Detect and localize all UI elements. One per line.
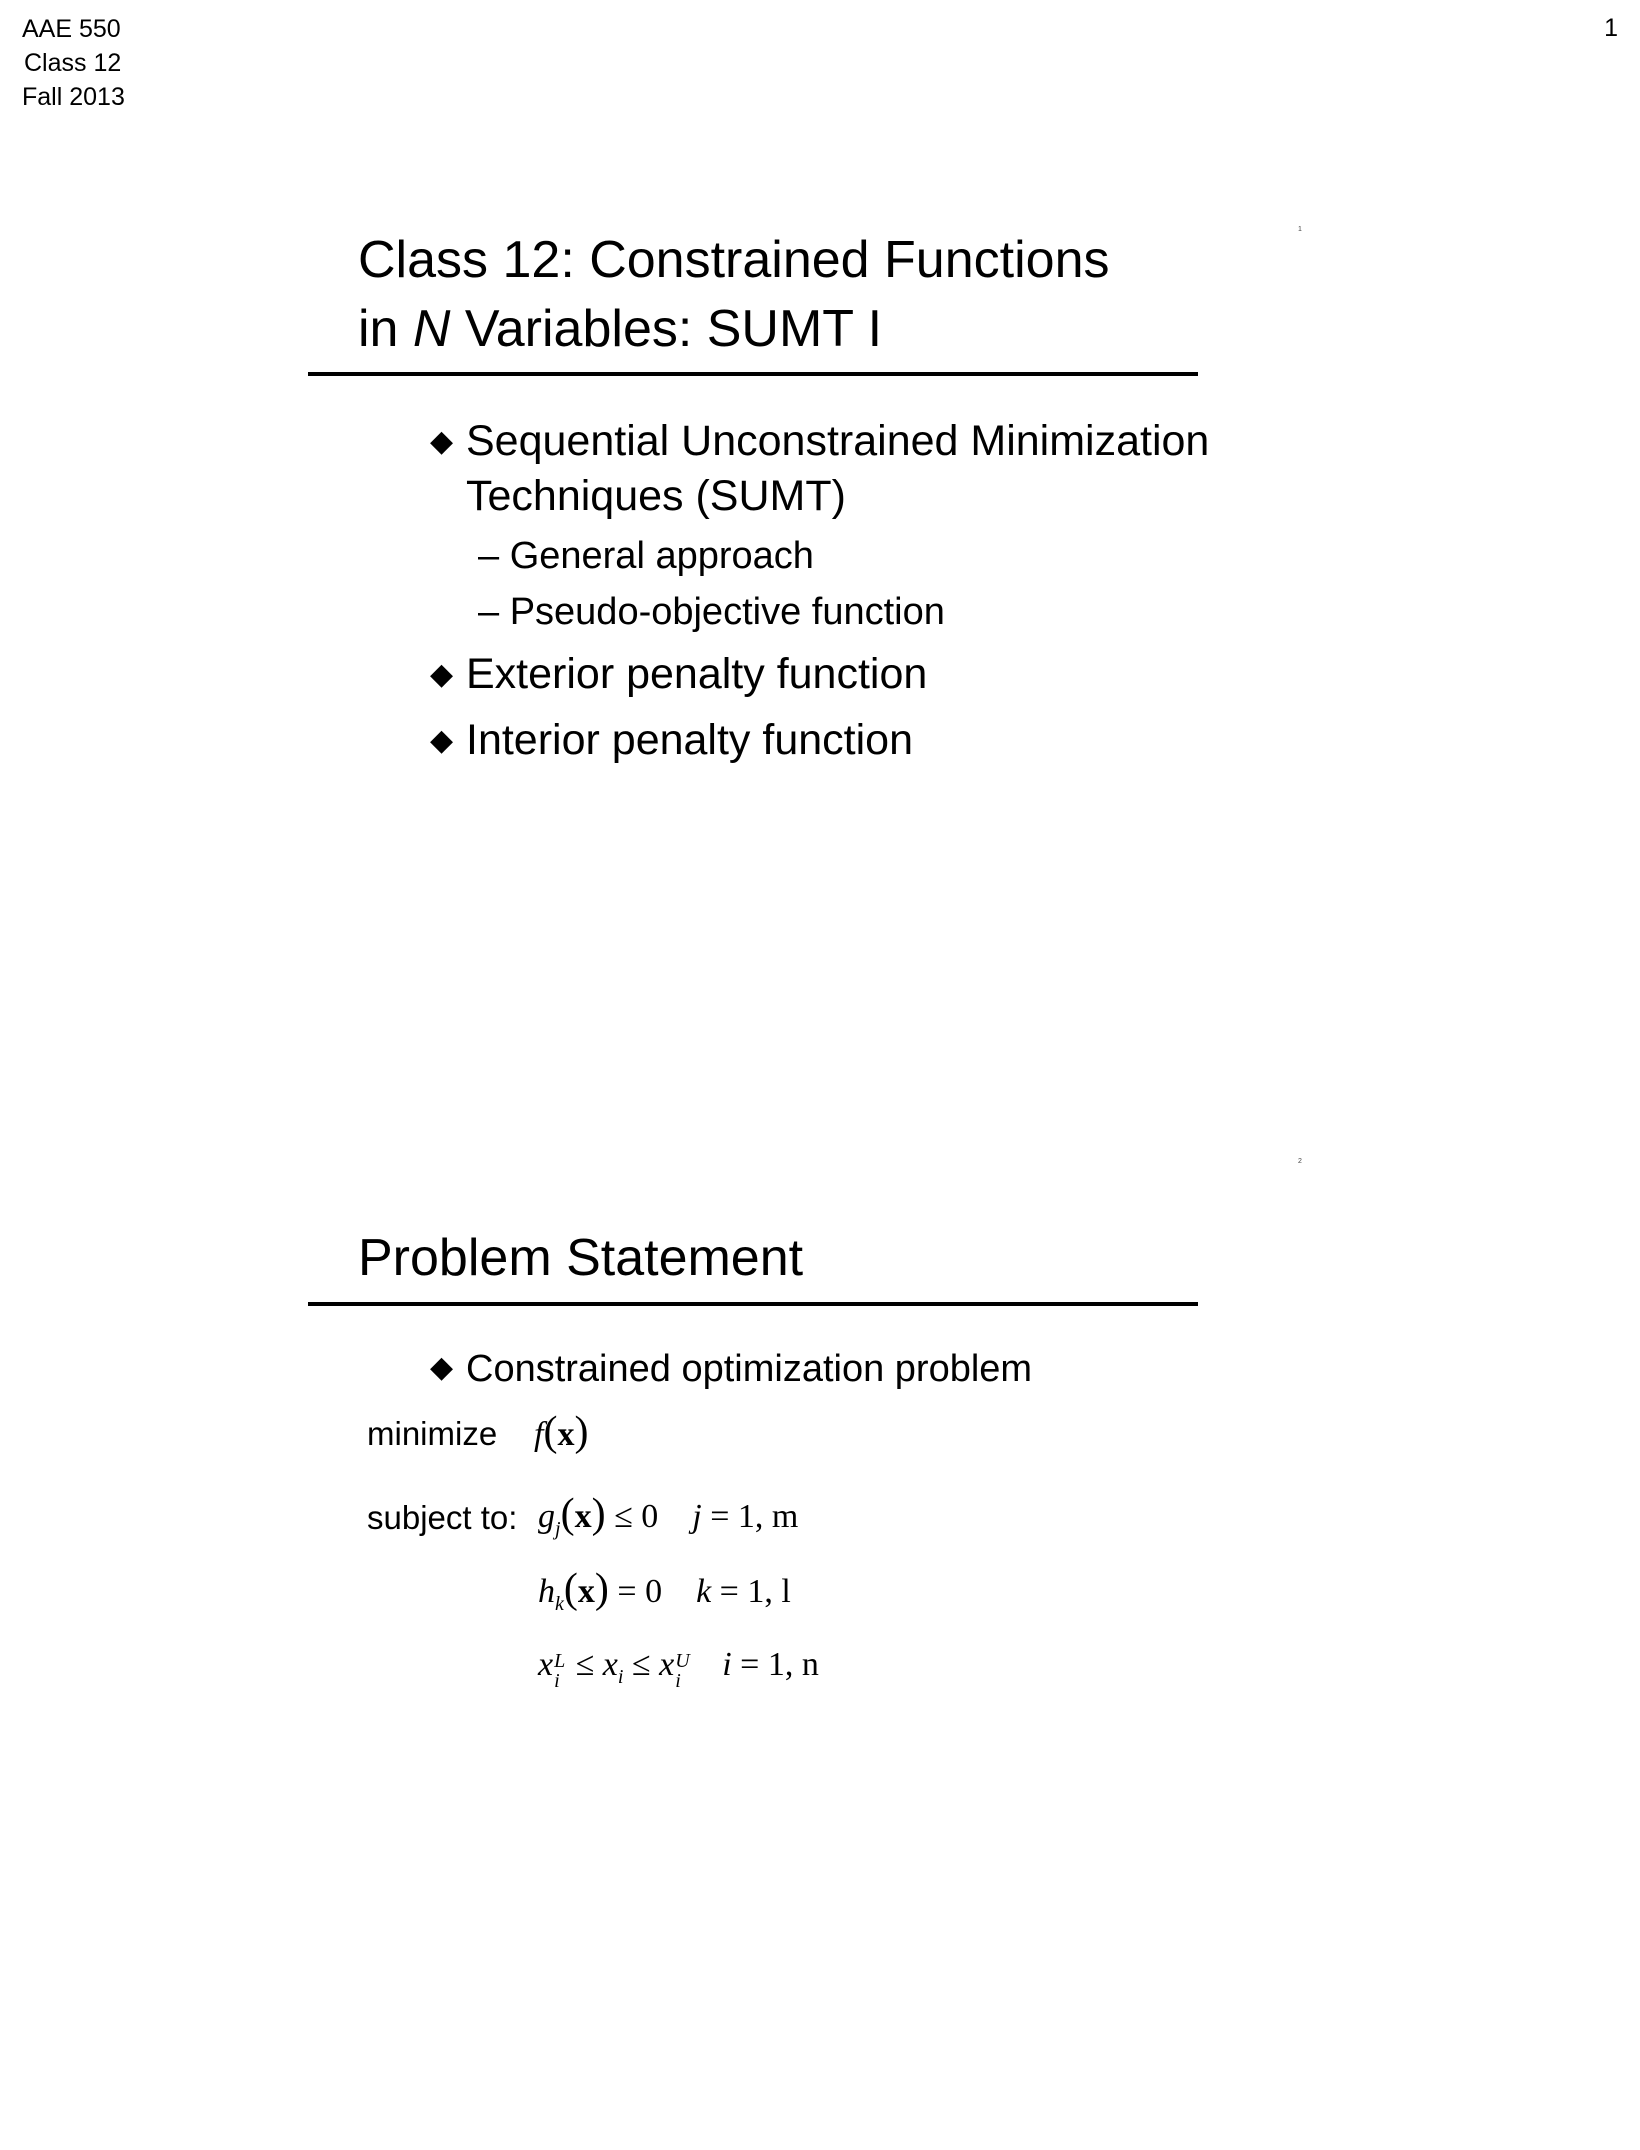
g-range: = 1, m: [710, 1498, 799, 1535]
bound-lower-sub: i: [554, 1670, 560, 1692]
course-code: AAE 550: [22, 15, 121, 43]
slide-2-number: 2: [1298, 1158, 1302, 1165]
g-name: g: [538, 1498, 555, 1535]
title-prefix: in: [358, 300, 413, 358]
h-range: = 1, l: [719, 1573, 791, 1610]
slide-1-title-rule: [308, 372, 1198, 376]
term-label: Fall 2013: [22, 83, 125, 111]
subject-to-label: subject to:: [367, 1499, 518, 1536]
page-number: 1: [1604, 14, 1618, 42]
bullet-exterior-label: Exterior penalty function: [466, 650, 928, 698]
bound-x-mid: x: [602, 1646, 618, 1683]
h-x: x: [577, 1573, 595, 1610]
bound-upper-sub: i: [675, 1670, 681, 1692]
slide-1-number: 1: [1298, 226, 1302, 233]
class-label: Class 12: [24, 49, 122, 77]
bound-leq-1: ≤: [575, 1646, 595, 1683]
h-rel: = 0: [617, 1573, 663, 1610]
bound-range: = 1, n: [740, 1646, 819, 1683]
bound-x-upper: x: [659, 1646, 675, 1683]
slide-2-title-rule: [308, 1302, 1198, 1306]
bullet-exterior-penalty: [430, 647, 927, 702]
g-rel: ≤ 0: [614, 1498, 659, 1535]
bullet-constrained-problem: [430, 1340, 1032, 1397]
g-sub: j: [555, 1517, 561, 1540]
bullet-sumt-line-1: Sequential Unconstrained Minimization: [466, 417, 1210, 465]
bullet-interior-penalty: [430, 713, 913, 768]
objective-function: f(x): [534, 1409, 589, 1455]
g-x: x: [574, 1498, 592, 1535]
bullet-constrained-label: Constrained optimization problem: [466, 1348, 1033, 1390]
g-idx: j: [692, 1498, 702, 1535]
inequality-constraint: $g_j(x) \le 0$ j = 1, m: [538, 1491, 799, 1540]
diamond-bullet-icon: ◆: [430, 724, 454, 757]
slide-1-title-line-2: [358, 295, 882, 364]
sub-bullet-pseudo-objective: – Pseudo-objective function: [478, 591, 945, 633]
bound-x-lower: x: [538, 1646, 554, 1683]
h-idx: k: [696, 1573, 712, 1610]
bound-upper-label: U: [675, 1650, 690, 1672]
objective-x: x: [557, 1416, 575, 1453]
bullet-sumt-line-2: Techniques (SUMT): [466, 472, 846, 520]
diamond-bullet-icon: ◆: [430, 425, 454, 458]
slide-2-title: Problem Statement: [358, 1229, 804, 1287]
bound-lower-label: L: [554, 1650, 566, 1672]
bound-constraint: [538, 1643, 819, 1699]
bullet-sumt: [430, 414, 1209, 469]
title-italic-n: N: [412, 300, 451, 358]
diamond-bullet-icon: ◆: [430, 658, 454, 691]
sub-bullet-general-approach: – General approach: [478, 535, 814, 577]
bullet-interior-label: Interior penalty function: [466, 716, 913, 764]
h-name: h: [538, 1573, 555, 1610]
bound-mid-sub: i: [617, 1665, 624, 1688]
bound-idx: i: [722, 1646, 732, 1683]
title-suffix: Variables: SUMT I: [450, 300, 883, 358]
slide-1-title-line-1: Class 12: Constrained Functions: [358, 231, 1110, 289]
h-sub: k: [555, 1592, 564, 1615]
objective-f: f: [534, 1416, 544, 1453]
minimize-label: minimize: [367, 1415, 498, 1452]
equality-constraint: $h_k(x) = 0$ k = 1, l: [538, 1566, 791, 1615]
diamond-bullet-icon: ◆: [430, 1351, 454, 1384]
bound-leq-2: ≤: [631, 1646, 651, 1683]
